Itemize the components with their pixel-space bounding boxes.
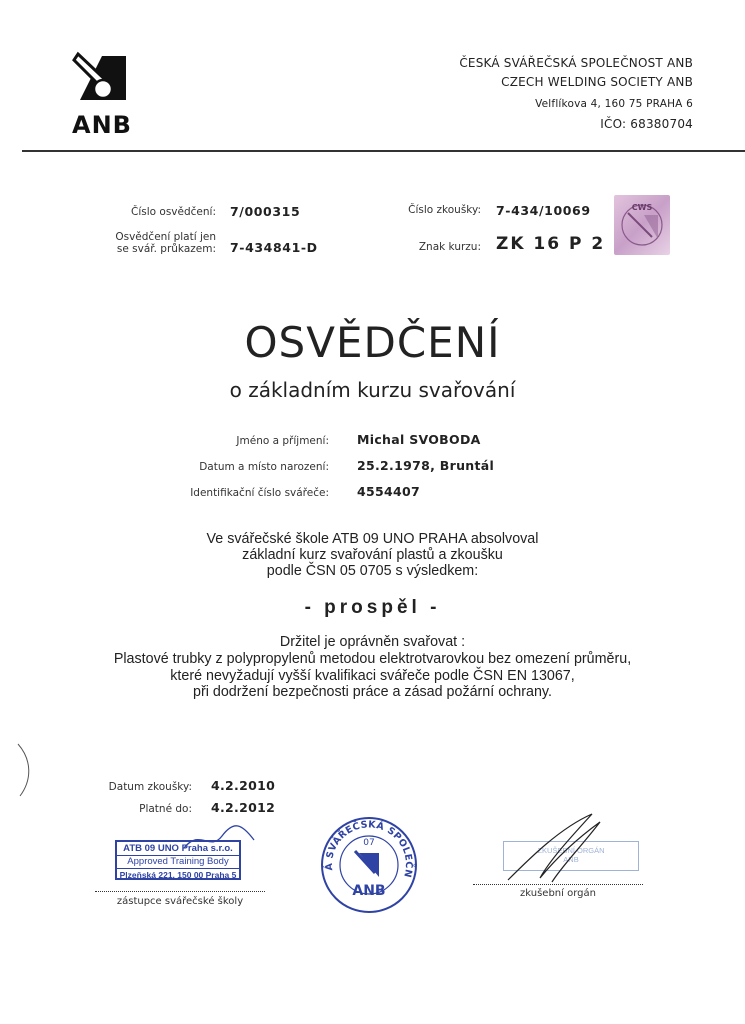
school-stamp-line-3: Plzeňská 221, 150 00 Praha 5	[119, 870, 237, 880]
exam-stamp-line-2: ANB	[563, 855, 579, 864]
school-signature-line	[95, 891, 265, 892]
org-ico: IČO: 68380704	[600, 117, 693, 131]
exam-result: - prospěl -	[304, 597, 441, 618]
round-stamp-logo: ANB	[352, 883, 386, 899]
welder-id: 4554407	[357, 484, 420, 499]
seal-text: CWS	[631, 203, 653, 212]
authorization-line-1: Držitel je oprávněn svařovat :	[279, 634, 466, 650]
school-stamp-line-2: Approved Training Body	[117, 855, 239, 869]
cert-number-label: Číslo osvědčení:	[131, 206, 216, 218]
exam-date-label: Datum zkoušky:	[108, 781, 192, 793]
welding-torch-icon	[72, 50, 132, 105]
anb-logo	[72, 50, 132, 138]
holder-name: Michal SVOBODA	[357, 432, 481, 447]
statement-line-1: Ve svářečské škole ATB 09 UNO PRAHA absolvoval	[206, 531, 539, 547]
name-label: Jméno a příjmení:	[236, 435, 329, 447]
valid-until: 4.2.2012	[211, 800, 276, 815]
round-stamp-code: 07	[363, 838, 375, 848]
school-stamp-line-1: ATB 09 UNO Praha s.r.o.	[123, 843, 233, 854]
org-name-en: CZECH WELDING SOCIETY ANB	[501, 75, 693, 89]
authorization-line-3: které nevyžadují vyšší kvalifikaci svářeče podle ČSN EN 13067,	[170, 668, 575, 684]
statement-line-3: podle ČSN 05 0705 s výsledkem:	[266, 563, 479, 579]
course-code-label: Znak kurzu:	[418, 241, 481, 253]
round-society-stamp	[319, 815, 419, 915]
valid-with-label-2: se svář. průkazem:	[116, 243, 216, 255]
exam-stamp-line-1: ZKUŠEBNÍ ORGÁN	[537, 846, 605, 855]
certificate-subtitle: o základním kurzu svařování	[229, 378, 516, 402]
cws-hologram-seal	[614, 195, 670, 255]
valid-with-card: 7-434841-D	[230, 240, 318, 255]
org-address: Velflíkova 4, 160 75 PRAHA 6	[535, 98, 693, 110]
valid-with-label-1: Osvědčení platí jen	[115, 231, 216, 243]
exam-caption: zkušební orgán	[520, 888, 596, 899]
round-stamp-icon	[319, 815, 419, 915]
welder-id-label: Identifikační číslo svářeče:	[190, 487, 329, 499]
school-signature	[180, 818, 260, 858]
birth-label: Datum a místo narození:	[199, 461, 329, 473]
course-code: ZK 16 P 2	[496, 234, 606, 254]
authorization-line-2: Plastové trubky z polypropylenů metodou elektrotvarovkou bez omezení průměru,	[113, 651, 632, 667]
authorization-line-4: při dodržení bezpečnosti práce a zásad požární ochrany.	[193, 684, 552, 700]
round-stamp-text: Á SVÁŘEČSKÁ SPOLEČN	[323, 819, 415, 879]
exam-date: 4.2.2010	[211, 778, 276, 793]
cert-number: 7/000315	[230, 204, 301, 219]
logo-text: ANB	[72, 111, 132, 139]
exam-signature-line	[473, 884, 643, 885]
valid-until-label: Platné do:	[139, 803, 192, 815]
holder-birth: 25.2.1978, Bruntál	[357, 458, 495, 473]
punch-mark	[14, 740, 34, 800]
header-divider	[22, 150, 745, 152]
statement-line-2: základní kurz svařování plastů a zkoušku	[242, 547, 503, 563]
exam-number: 7-434/10069	[496, 203, 591, 218]
org-name-cz: ČESKÁ SVÁŘEČSKÁ SPOLEČNOST ANB	[459, 56, 693, 70]
school-caption: zástupce svářečské školy	[116, 896, 244, 907]
exam-signature	[500, 808, 610, 888]
certificate-title: OSVĚDČENÍ	[244, 318, 501, 367]
exam-number-label: Číslo zkoušky:	[408, 204, 481, 216]
